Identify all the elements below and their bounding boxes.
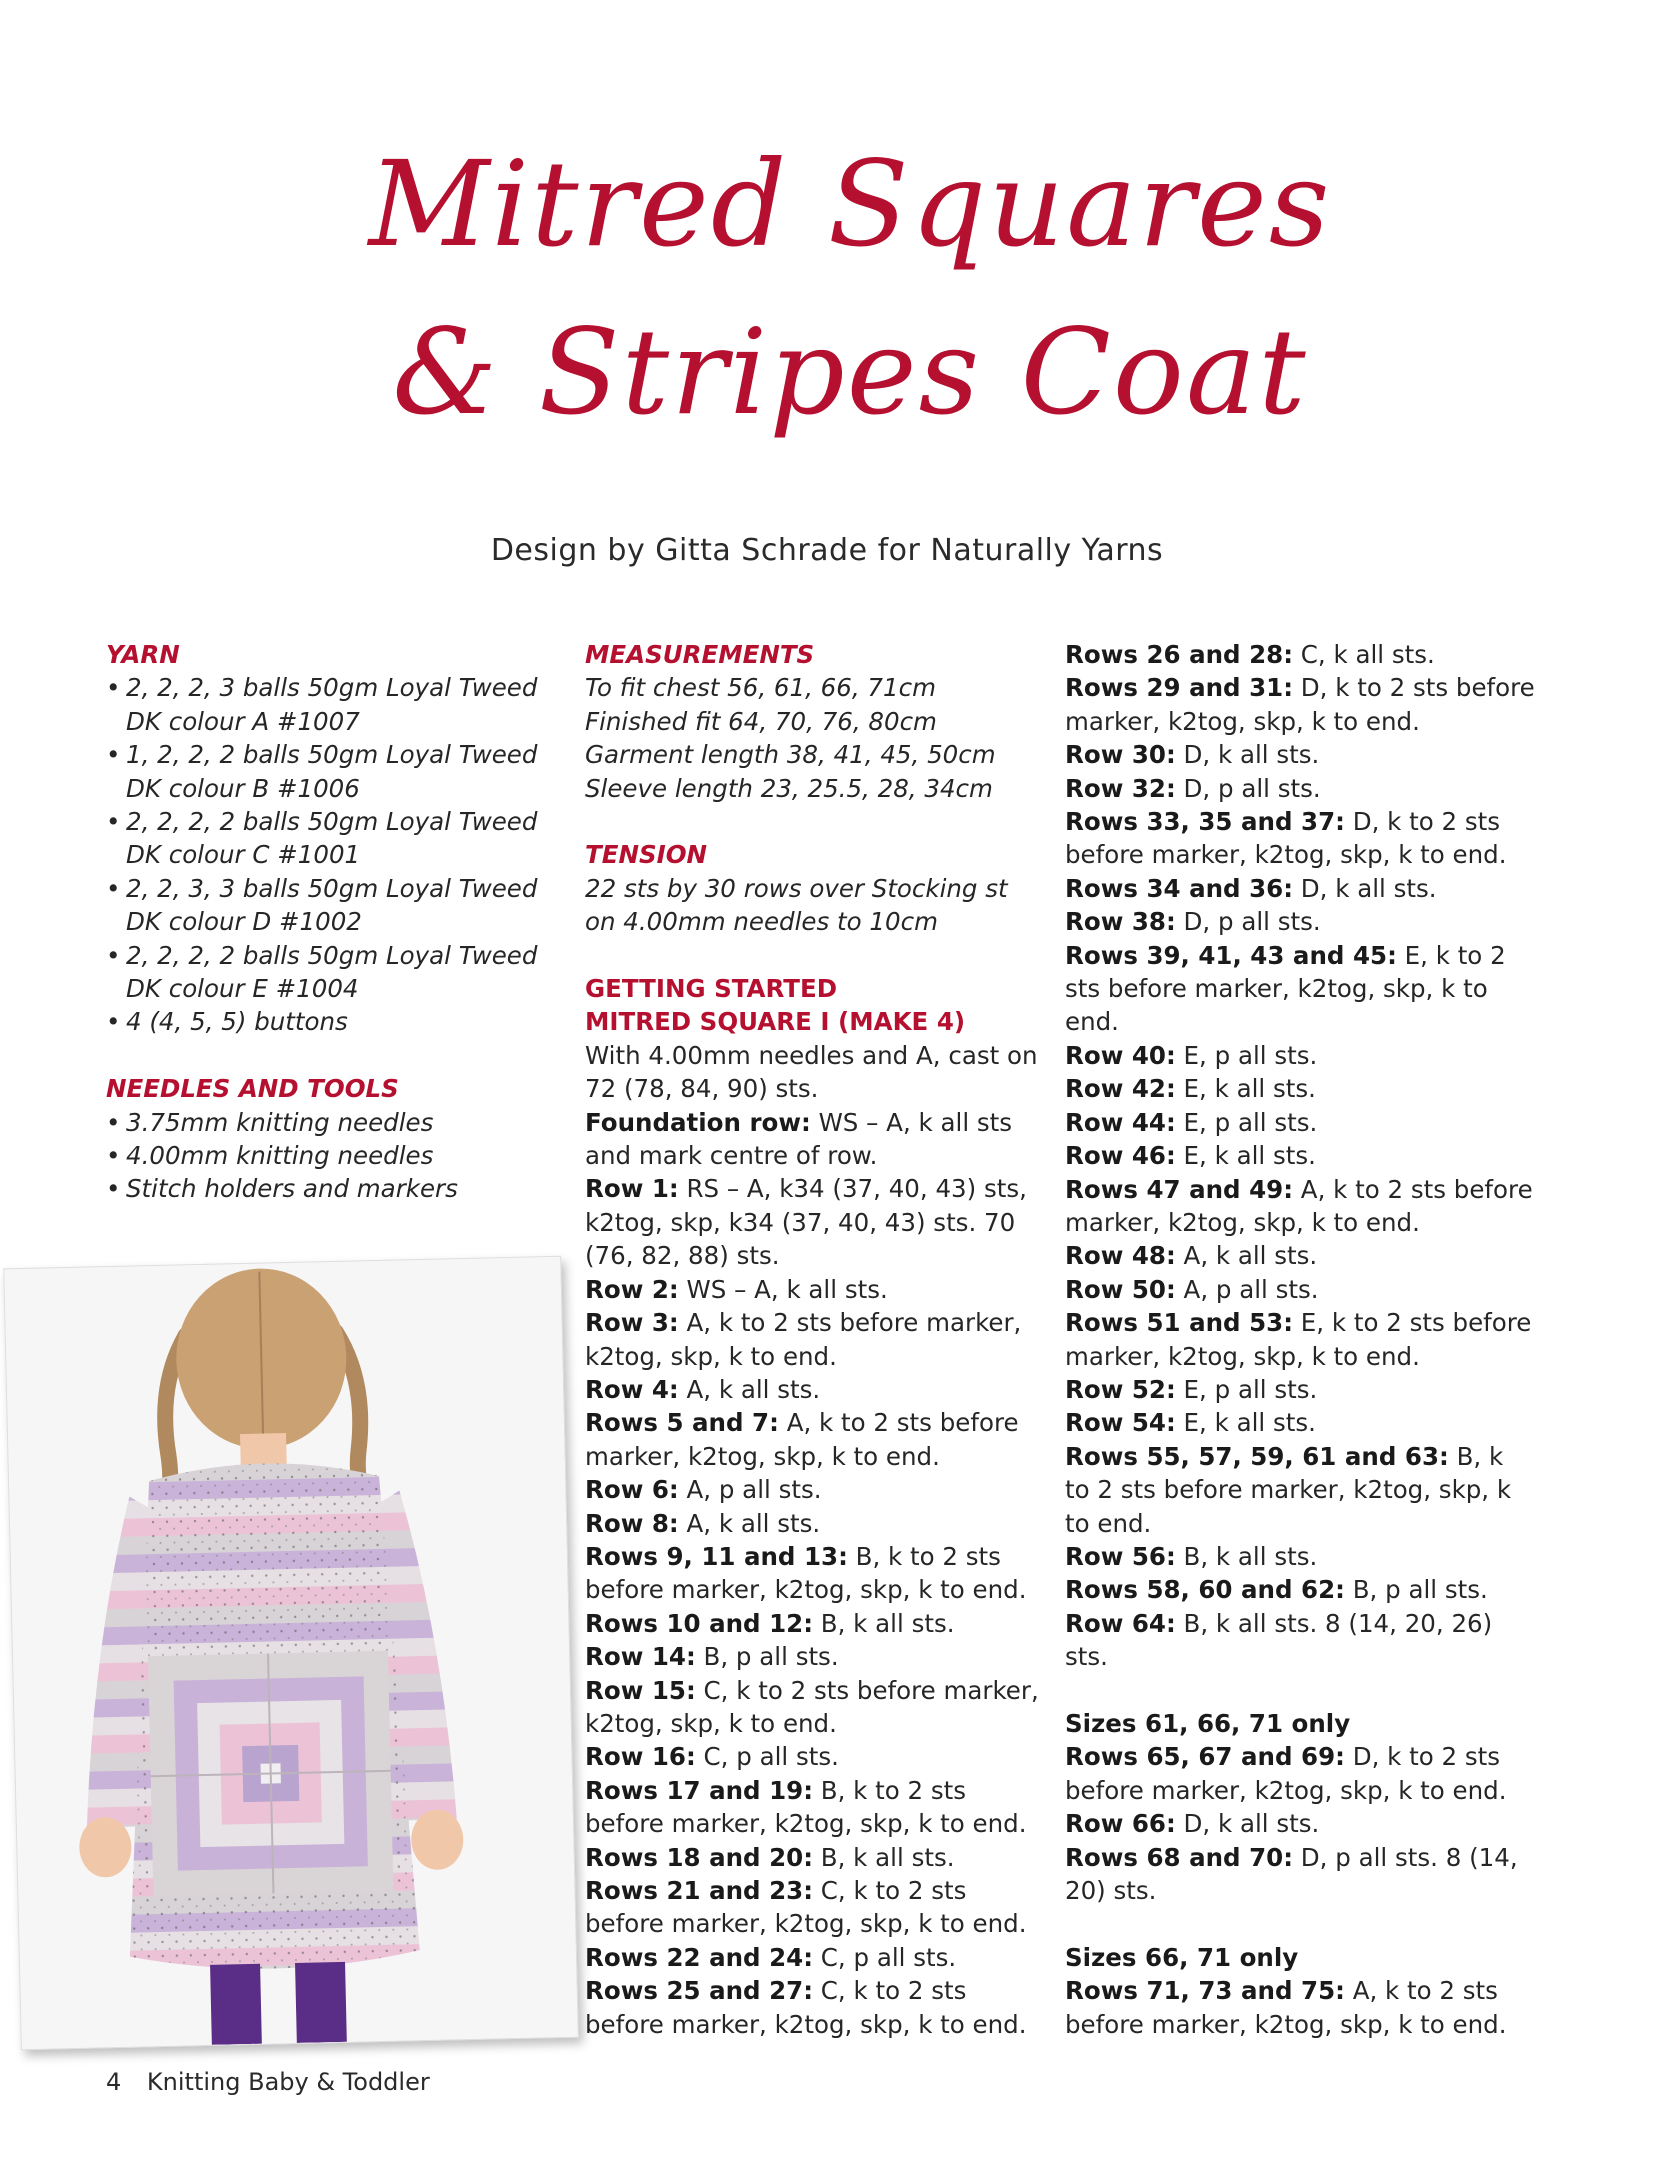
sizes-heading: Sizes 66, 71 only xyxy=(1065,1942,1299,1972)
row-label: Foundation row: xyxy=(585,1107,811,1137)
row-instruction: E, k all sts. xyxy=(1175,1408,1316,1438)
child-in-coat-image xyxy=(4,1257,578,2049)
yarn-item: • 2, 2, 2, 2 balls 50gm Loyal Tweed DK colour C #1001 xyxy=(106,805,546,872)
needles-item: • 3.75mm knitting needles xyxy=(106,1106,546,1139)
row-label: Rows 58, 60 and 62: xyxy=(1065,1575,1345,1605)
row-label: Rows 25 and 27: xyxy=(585,1976,814,2006)
pattern-row xyxy=(585,1406,1045,1473)
yarn-item: • 1, 2, 2, 2 balls 50gm Loyal Tweed DK colour B #1006 xyxy=(106,738,546,805)
pattern-row xyxy=(1065,1440,1535,1540)
pattern-row xyxy=(585,1172,1045,1272)
row-instruction: B, k all sts. xyxy=(813,1842,955,1872)
row-label: Row 66: xyxy=(1065,1809,1176,1839)
pattern-row xyxy=(585,1273,1045,1306)
pattern-row xyxy=(585,1774,1045,1841)
row-label: Rows 10 and 12: xyxy=(585,1608,814,1638)
row-instruction: D, k all sts. xyxy=(1175,740,1320,770)
yarn-list xyxy=(106,671,546,1038)
row-instruction: C, k to 2 sts before marker, k2tog, skp, k to end. xyxy=(585,1876,1027,1939)
row-label: Rows 29 and 31: xyxy=(1065,673,1294,703)
row-instruction: B, k to 2 sts before marker, k2tog, skp, k to end. xyxy=(585,1775,1027,1839)
row-instruction: WS – A, k all sts and mark centre of row. xyxy=(585,1107,1013,1171)
row-label: Row 8: xyxy=(585,1508,679,1538)
pattern-row xyxy=(1065,1139,1535,1172)
row-instruction: RS – A, k34 (37, 40, 43) sts, k2tog, skp, k34 (37, 40, 43) sts. 70 (76, 82, 88) sts. xyxy=(585,1174,1027,1271)
measurement-line: Sleeve length 23, 25.5, 28, 34cm xyxy=(585,773,993,803)
row-instruction: C, k to 2 sts before marker, k2tog, skp, k to end. xyxy=(585,1976,1027,2039)
pattern-title xyxy=(360,120,1340,456)
yarn-item: • 2, 2, 3, 3 balls 50gm Loyal Tweed DK colour D #1002 xyxy=(106,872,546,939)
row-instruction: E, k all sts. xyxy=(1175,1074,1316,1104)
pattern-row xyxy=(1065,738,1535,771)
pattern-row xyxy=(1065,905,1535,938)
row-label: Row 56: xyxy=(1065,1541,1176,1571)
pattern-row xyxy=(585,1306,1045,1373)
pattern-row xyxy=(1065,1974,1535,2041)
row-label: Row 3: xyxy=(585,1308,679,1338)
publication-title: Knitting Baby & Toddler xyxy=(146,2068,430,2096)
pattern-row xyxy=(1065,1740,1535,1807)
row-instruction: D, p all sts. xyxy=(1175,907,1321,937)
row-instruction: C, k all sts. xyxy=(1293,640,1435,669)
needles-item: • Stitch holders and markers xyxy=(106,1172,546,1205)
row-label: Row 32: xyxy=(1065,773,1176,803)
row-label: Row 2: xyxy=(585,1274,679,1304)
pattern-row xyxy=(1065,1807,1535,1840)
pattern-row xyxy=(1065,1173,1535,1240)
row-label: Row 48: xyxy=(1065,1241,1176,1271)
pattern-row xyxy=(1065,1406,1535,1439)
row-instruction: B, k to 2 sts before marker, k2tog, skp, k to end. xyxy=(585,1541,1027,1605)
row-instruction: A, k all sts. xyxy=(678,1374,821,1404)
row-instruction: B, p all sts. xyxy=(695,1642,839,1672)
pattern-row xyxy=(1065,1072,1535,1105)
row-instruction: E, k to 2 sts before marker, k2tog, skp, k to end. xyxy=(1065,940,1506,1037)
yarn-item: • 2, 2, 2, 2 balls 50gm Loyal Tweed DK colour E #1004 xyxy=(106,939,546,1006)
row-instruction: D, k all sts. xyxy=(1175,1809,1320,1839)
needles-list xyxy=(106,1106,546,1206)
pattern-rows xyxy=(585,1106,1045,2041)
row-label: Row 50: xyxy=(1065,1274,1176,1304)
row-label: Rows 51 and 53: xyxy=(1065,1308,1294,1338)
row-label: Row 42: xyxy=(1065,1074,1176,1104)
row-label: Rows 9, 11 and 13: xyxy=(585,1541,848,1571)
measurement-line: Garment length 38, 41, 45, 50cm xyxy=(585,740,996,770)
column-pattern-continued xyxy=(1065,638,1535,2041)
row-label: Row 15: xyxy=(585,1675,696,1705)
row-instruction: B, k all sts. xyxy=(1175,1541,1318,1571)
pattern-row xyxy=(1065,671,1535,738)
needles-heading: NEEDLES AND TOOLS xyxy=(106,1074,399,1104)
pattern-row xyxy=(585,1974,1045,2041)
row-label: Row 38: xyxy=(1065,907,1176,937)
column-materials xyxy=(106,638,546,1206)
row-label: Row 52: xyxy=(1065,1374,1176,1404)
pattern-row xyxy=(585,1941,1045,1974)
row-instruction: A, k to 2 sts before marker, k2tog, skp, k to end. xyxy=(585,1308,1022,1371)
row-instruction: A, p all sts. xyxy=(1175,1274,1319,1304)
pattern-row xyxy=(1065,1239,1535,1272)
row-instruction: E, k to 2 sts before marker, k2tog, skp, k to end. xyxy=(1065,1308,1532,1371)
measurement-line: Finished fit 64, 70, 76, 80cm xyxy=(585,706,937,736)
pattern-row xyxy=(585,1674,1045,1741)
row-instruction: E, p all sts. xyxy=(1175,1107,1318,1137)
pattern-row xyxy=(1065,1373,1535,1406)
pattern-row xyxy=(1065,805,1535,872)
row-label: Row 54: xyxy=(1065,1408,1176,1438)
measurement-line: To fit chest 56, 61, 66, 71cm xyxy=(585,673,936,703)
pattern-rows xyxy=(1065,1974,1535,2041)
row-instruction: D, k to 2 sts before marker, k2tog, skp, k to end. xyxy=(1065,1742,1507,1805)
row-label: Rows 22 and 24: xyxy=(585,1942,814,1972)
row-instruction: A, k all sts. xyxy=(678,1508,821,1538)
row-label: Rows 18 and 20: xyxy=(585,1842,814,1872)
row-instruction: B, p all sts. xyxy=(1344,1575,1488,1605)
cast-on-instruction: With 4.00mm needles and A, cast on 72 (78, 84, 90) sts. xyxy=(585,1040,1038,1104)
pattern-row xyxy=(585,1507,1045,1540)
pattern-row xyxy=(1065,939,1535,1039)
pattern-row xyxy=(1065,772,1535,805)
row-instruction: D, p all sts. xyxy=(1175,773,1321,803)
sizes-heading: Sizes 61, 66, 71 only xyxy=(1065,1708,1351,1738)
page-footer xyxy=(106,2068,430,2096)
pattern-row xyxy=(1065,1841,1535,1908)
row-instruction: D, p all sts. 8 (14, 20) sts. xyxy=(1065,1842,1518,1906)
coat-photo xyxy=(3,1256,579,2050)
yarn-item: • 4 (4, 5, 5) buttons xyxy=(106,1005,546,1038)
measurements-heading: MEASUREMENTS xyxy=(585,640,815,669)
pattern-row xyxy=(1065,1540,1535,1573)
row-instruction: C, p all sts. xyxy=(695,1742,839,1772)
pattern-rows xyxy=(1065,638,1535,1674)
row-label: Row 46: xyxy=(1065,1141,1176,1171)
row-instruction: B, k to 2 sts before marker, k2tog, skp, k to end. xyxy=(1065,1441,1512,1538)
row-label: Rows 65, 67 and 69: xyxy=(1065,1742,1345,1772)
pattern-row xyxy=(1065,1039,1535,1072)
row-instruction: A, k to 2 sts before marker, k2tog, skp, k to end. xyxy=(585,1408,1019,1471)
row-label: Rows 34 and 36: xyxy=(1065,873,1294,903)
row-instruction: E, k all sts. xyxy=(1175,1141,1316,1171)
pattern-row xyxy=(585,1740,1045,1773)
row-label: Rows 55, 57, 59, 61 and 63: xyxy=(1065,1441,1449,1471)
row-label: Rows 26 and 28: xyxy=(1065,640,1294,669)
row-label: Rows 5 and 7: xyxy=(585,1408,779,1438)
needles-item: • 4.00mm knitting needles xyxy=(106,1139,546,1172)
pattern-row xyxy=(585,1373,1045,1406)
pattern-row xyxy=(585,1540,1045,1607)
row-label: Rows 71, 73 and 75: xyxy=(1065,1976,1345,2006)
row-label: Row 1: xyxy=(585,1174,679,1204)
designer-byline: Design by Gitta Schrade for Naturally Yarns xyxy=(490,533,1164,568)
pattern-row xyxy=(585,1607,1045,1640)
title-line-2: & Stripes Coat xyxy=(392,303,1308,441)
row-label: Rows 47 and 49: xyxy=(1065,1174,1294,1204)
row-label: Row 44: xyxy=(1065,1107,1176,1137)
column-measurements xyxy=(585,638,1045,2041)
yarn-item: • 2, 2, 2, 3 balls 50gm Loyal Tweed DK colour A #1007 xyxy=(106,671,546,738)
row-instruction: B, k all sts. 8 (14, 20, 26) sts. xyxy=(1065,1608,1493,1672)
pattern-row xyxy=(1065,1273,1535,1306)
row-instruction: C, p all sts. xyxy=(813,1942,957,1972)
pattern-row xyxy=(1065,1607,1535,1674)
row-instruction: B, k all sts. xyxy=(813,1608,955,1638)
row-instruction: A, k to 2 sts before marker, k2tog, skp, k to end. xyxy=(1065,1976,1507,2039)
row-label: Row 40: xyxy=(1065,1040,1176,1070)
row-label: Row 4: xyxy=(585,1374,679,1404)
row-instruction: E, p all sts. xyxy=(1175,1374,1318,1404)
row-label: Rows 33, 35 and 37: xyxy=(1065,807,1345,837)
pattern-row xyxy=(1065,1306,1535,1373)
row-label: Rows 39, 41, 43 and 45: xyxy=(1065,940,1397,970)
row-label: Rows 21 and 23: xyxy=(585,1876,814,1905)
pattern-row xyxy=(585,1841,1045,1874)
pattern-row xyxy=(585,1640,1045,1673)
row-instruction: E, p all sts. xyxy=(1175,1040,1318,1070)
row-label: Row 30: xyxy=(1065,740,1176,770)
tension-text: 22 sts by 30 rows over Stocking st on 4.00mm needles to 10cm xyxy=(585,873,1008,937)
mitred-square-heading: MITRED SQUARE I (MAKE 4) xyxy=(585,1007,966,1037)
pattern-row xyxy=(585,1874,1045,1941)
row-instruction: D, k all sts. xyxy=(1293,873,1437,903)
row-instruction: A, k to 2 sts before marker, k2tog, skp, k to end. xyxy=(1065,1174,1533,1237)
row-instruction: A, k all sts. xyxy=(1175,1241,1318,1271)
row-label: Rows 17 and 19: xyxy=(585,1775,814,1805)
pattern-row xyxy=(1065,1573,1535,1606)
title-line-1: Mitred Squares xyxy=(368,135,1332,273)
pattern-row xyxy=(1065,638,1535,671)
row-instruction: C, k to 2 sts before marker, k2tog, skp, k to end. xyxy=(585,1675,1039,1738)
row-label: Row 6: xyxy=(585,1475,679,1505)
page-number: 4 xyxy=(106,2068,122,2096)
getting-started-heading: GETTING STARTED xyxy=(585,974,838,1004)
row-instruction: A, p all sts. xyxy=(678,1475,822,1505)
pattern-row xyxy=(585,1473,1045,1506)
pattern-rows xyxy=(1065,1740,1535,1907)
yarn-heading: YARN xyxy=(106,640,180,669)
pattern-row xyxy=(1065,1106,1535,1139)
pattern-row xyxy=(1065,872,1535,905)
row-label: Row 14: xyxy=(585,1642,696,1672)
row-label: Rows 68 and 70: xyxy=(1065,1842,1294,1872)
pattern-row xyxy=(585,1106,1045,1173)
row-label: Row 16: xyxy=(585,1742,696,1772)
tension-heading: TENSION xyxy=(585,840,708,870)
row-instruction: D, k to 2 sts before marker, k2tog, skp, k to end. xyxy=(1065,807,1507,870)
row-instruction: WS – A, k all sts. xyxy=(678,1274,888,1304)
row-label: Row 64: xyxy=(1065,1608,1176,1638)
row-instruction: D, k to 2 sts before marker, k2tog, skp, k to end. xyxy=(1065,673,1535,736)
